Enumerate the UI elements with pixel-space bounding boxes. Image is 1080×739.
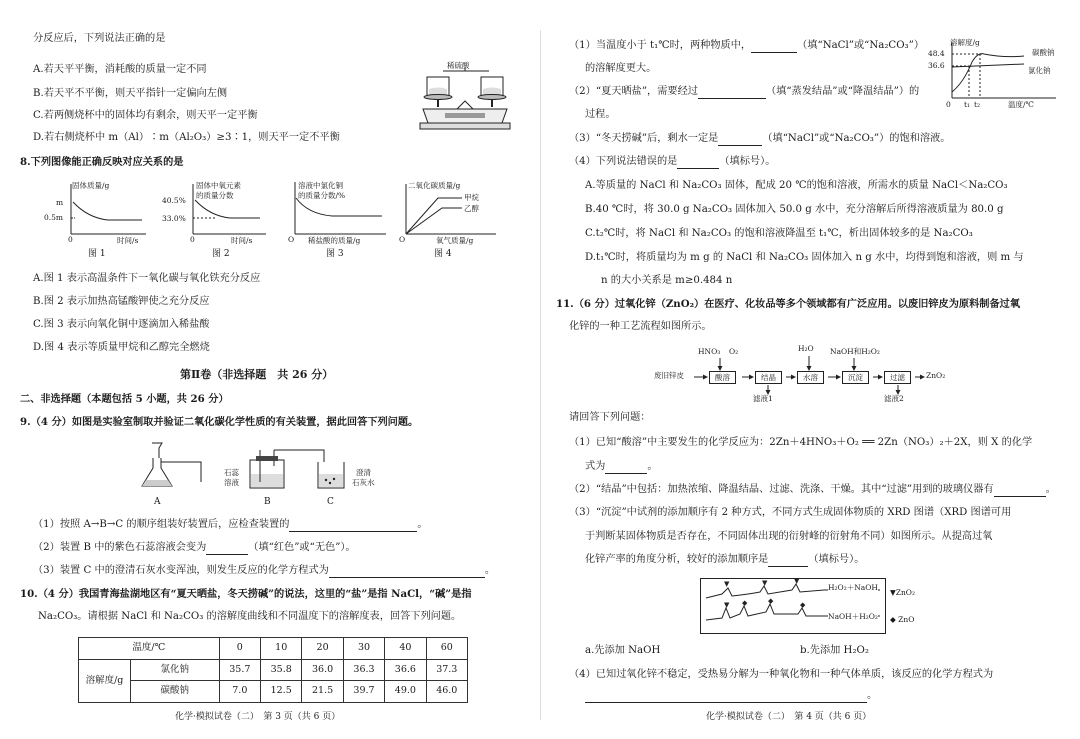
q10-part-2a: （2）“夏天晒盐”，需要经过 （填“蒸发结晶”或“降温结晶”）的 bbox=[569, 86, 920, 97]
xrd-line-1-label: H₂O₂＋NaOH bbox=[828, 583, 878, 592]
table-temp-20: 20 bbox=[302, 638, 343, 660]
graph2-y1: 40.5% bbox=[162, 196, 186, 205]
flow-end: ZnO₂ bbox=[926, 371, 946, 380]
table-cell: 7.0 bbox=[219, 681, 260, 703]
graph3-ylabel-1: 溶液中氯化铜 bbox=[298, 181, 343, 190]
q10-option-a: A.等质量的 NaCl 和 Na₂CO₃ 固体，配成 20 ℃的饱和溶液，所需水的质量 NaCl＜Na₂CO₃ bbox=[585, 180, 1008, 191]
q11-option-a: a.先添加 NaOH bbox=[585, 645, 661, 656]
graph1-xlabel: 时间/s bbox=[117, 236, 139, 245]
graph2-xlabel: 时间/s bbox=[231, 236, 253, 245]
q9-c-label-2: 石灰水 bbox=[352, 478, 375, 487]
q10-part-2c: 过程。 bbox=[585, 109, 616, 120]
q10-option-d-cont: n 的大小关系是 m≥0.484 n bbox=[601, 275, 733, 286]
table-cell: 12.5 bbox=[261, 681, 302, 703]
svg-text:▼: ▼ bbox=[762, 579, 768, 587]
svg-text:▼: ▼ bbox=[724, 580, 730, 588]
table-temp-30: 30 bbox=[343, 638, 384, 660]
solchart-t2: t₂ bbox=[974, 100, 981, 109]
svg-text:▼: ▼ bbox=[724, 601, 730, 609]
table-row-name: 氯化钠 bbox=[131, 659, 220, 681]
q9-part-3: （3）装置 C 中的澄清石灰水变浑浊，则发生反应的化学方程式为 。 bbox=[33, 565, 496, 576]
q9-part-1: （1）按照 A→B→C 的顺序组装好装置后，应检查装置的 。 bbox=[33, 519, 428, 530]
table-row bbox=[79, 681, 468, 703]
table-solubility-header: 溶解度/g bbox=[79, 659, 131, 702]
table-cell: 46.0 bbox=[426, 681, 467, 703]
svg-text:▼: ▼ bbox=[794, 578, 800, 585]
flow-step-acid: 酸溶 bbox=[709, 371, 736, 384]
q10-option-d: D.t₁℃时，将质量均为 m g 的 NaCl 和 Na₂CO₃ 固体加入 n g 水中，均得到饱和溶液，则 m 与 bbox=[585, 252, 1024, 263]
q10-line-1: 10.（4 分）我国青海盐湖地区有“夏天晒盐，冬天捞碱”的说法，这里的“盐”是指 NaCl，“碱”是指 bbox=[20, 588, 472, 600]
q7-option-a: A.若天平平衡，消耗酸的质量一定不同 bbox=[33, 64, 207, 75]
flow-start: 废旧锌皮 bbox=[654, 371, 684, 380]
graph2-ylabel-1: 固体中氧元素 bbox=[196, 181, 241, 190]
graph3-origin: O bbox=[288, 235, 295, 244]
q11-part-3c: 化锌产率的角度分析，较好的添加顺序是 （填标号）。 bbox=[585, 554, 865, 565]
q8-stem: 8.下列图像能正确反映对应关系的是 bbox=[20, 156, 184, 168]
graph-2 bbox=[152, 176, 272, 262]
graph-1 bbox=[40, 176, 160, 262]
q11-part-4: （4）已知过氧化锌不稳定，受热易分解为一种氧化物和一种气体单质，该反应的化学方程式为 bbox=[569, 669, 994, 680]
table-temp-0: 0 bbox=[219, 638, 260, 660]
table-temp-40: 40 bbox=[385, 638, 426, 660]
graph4-series-ethanol: 乙醇 bbox=[464, 204, 479, 213]
graph2-caption: 图 2 bbox=[212, 249, 230, 259]
graph1-caption: 图 1 bbox=[88, 249, 106, 259]
graph3-xlabel: 稀盐酸的质量/g bbox=[308, 236, 361, 245]
q10-option-c: C.t₂℃时，将 NaCl 和 Na₂CO₃ 的饱和溶液降温至 t₁℃，析出固体较多的是 Na₂CO₃ bbox=[585, 228, 973, 239]
page-divider bbox=[540, 30, 541, 720]
solubility-curve-chart bbox=[924, 36, 1064, 116]
balance-acid-label: 稀硫酸 bbox=[447, 61, 470, 70]
q11-part-1b: 式为 。 bbox=[585, 461, 658, 472]
table-cell: 35.7 bbox=[219, 659, 260, 681]
part2-title: 第Ⅱ卷（非选择题 共 26 分） bbox=[180, 368, 334, 381]
flow-output-2: 滤液2 bbox=[884, 394, 904, 403]
xrd-figure bbox=[700, 578, 930, 634]
flow-input-h2o: H₂O bbox=[798, 344, 814, 353]
graph2-y2: 33.0% bbox=[162, 214, 186, 223]
table-temp-header: 温度/℃ bbox=[79, 638, 220, 660]
table-cell: 39.7 bbox=[343, 681, 384, 703]
footer-right: 化学·模拟试卷（二） 第 4 页（共 6 页） bbox=[706, 712, 872, 722]
table-row-name: 碳酸钠 bbox=[131, 681, 220, 703]
xrd-legend-zno2: ▼ZnO₂ bbox=[890, 588, 915, 597]
graph4-caption: 图 4 bbox=[434, 249, 452, 259]
svg-text:◆: ◆ bbox=[800, 601, 806, 609]
svg-text:◆: ◆ bbox=[742, 599, 748, 607]
table-cell: 36.6 bbox=[385, 659, 426, 681]
graph1-origin: 0 bbox=[68, 235, 73, 244]
graph4-origin: O bbox=[399, 235, 406, 244]
flow-step-filter: 过滤 bbox=[884, 371, 911, 384]
q11-part-1a: （1）已知“酸溶”中主要发生的化学反应为：2Zn＋4HNO₃＋O₂ ══ 2Zn（NO₃）₂＋2X，则 X 的化学 bbox=[569, 437, 1033, 448]
q11-part-3a: （3）“沉淀”中试剂的添加顺序有 2 种方式，不同方式生成固体物质的 XRD 图谱（XRD 图谱可用 bbox=[569, 507, 1012, 518]
solchart-y1: 48.4 bbox=[928, 49, 945, 58]
table-temp-10: 10 bbox=[261, 638, 302, 660]
graph1-ylabel: 固体质量/g bbox=[72, 181, 110, 190]
q9-b-label-2: 溶液 bbox=[224, 478, 239, 487]
footer-left: 化学·模拟试卷（二） 第 3 页（共 6 页） bbox=[175, 712, 341, 722]
flow-output-1: 滤液1 bbox=[753, 394, 773, 403]
q9-label-a: A bbox=[154, 497, 161, 507]
q7-intro: 分反应后，下列说法正确的是 bbox=[33, 33, 166, 44]
solchart-series-nacl: 氯化钠 bbox=[1028, 66, 1051, 75]
q7-option-b: B.若天平不平衡，则天平指针一定偏向左侧 bbox=[33, 88, 228, 99]
q8-option-d: D.图 4 表示等质量甲烷和乙醇完全燃烧 bbox=[33, 342, 210, 353]
table-cell: 49.0 bbox=[385, 681, 426, 703]
q7-option-d: D.若右侧烧杯中 m（Al）∶m（Al₂O₃）≥3∶1，则天平一定不平衡 bbox=[33, 132, 340, 143]
balance-figure bbox=[415, 55, 515, 152]
q11-ask: 请回答下列问题： bbox=[569, 412, 651, 423]
graph-3 bbox=[286, 176, 406, 262]
graph4-series-methane: 甲烷 bbox=[464, 193, 479, 202]
q11-line-2: 化锌的一种工艺流程如图所示。 bbox=[569, 321, 712, 332]
graph1-y1: m bbox=[56, 198, 64, 207]
q8-option-c: C.图 3 表示向氧化铜中逐滴加入稀盐酸 bbox=[33, 319, 210, 330]
q10-option-b: B.40 ℃时，将 30.0 g Na₂CO₃ 固体加入 50.0 g 水中，充分溶解后所得溶液质量为 80.0 g bbox=[585, 204, 1004, 215]
flow-step-crystallize: 结晶 bbox=[755, 371, 782, 384]
table-cell: 21.5 bbox=[302, 681, 343, 703]
q8-option-a: A.图 1 表示高温条件下一氧化碳与氧化铁充分反应 bbox=[33, 273, 261, 284]
q10-part-1c: 的溶解度更大。 bbox=[585, 63, 657, 74]
q9-apparatus bbox=[130, 438, 390, 510]
xrd-legend-zno: ◆ ZnO bbox=[890, 615, 915, 624]
flow-input-naoh-h2o2: NaOH和H₂O₂ bbox=[830, 347, 880, 356]
solchart-y2: 36.6 bbox=[928, 61, 945, 70]
graph2-origin: 0 bbox=[190, 235, 195, 244]
graph2-ylabel-2: 的质量分数 bbox=[196, 191, 234, 200]
xrd-line-2-label: NaOH＋H₂O₂ bbox=[828, 612, 878, 621]
part2-subtitle: 二、非选择题（本题包括 5 小题，共 26 分） bbox=[20, 393, 229, 405]
q9-c-label-1: 澄清 bbox=[356, 468, 371, 477]
solchart-t1: t₁ bbox=[964, 100, 971, 109]
graph-4 bbox=[396, 176, 516, 262]
q9-label-b: B bbox=[264, 497, 271, 507]
q10-part-4: （4）下列说法错误的是 （填标号）。 bbox=[569, 156, 776, 167]
q11-part-3b: 于判断某固体物质是否存在，不同固体出现的衍射峰的衍射角不同）如图所示。从提高过氧 bbox=[585, 531, 993, 542]
solchart-origin: 0 bbox=[946, 100, 951, 109]
table-cell: 36.3 bbox=[343, 659, 384, 681]
table-row bbox=[79, 659, 468, 681]
flow-input-o2: O₂ bbox=[729, 347, 739, 356]
graph4-xlabel: 氧气质量/g bbox=[436, 236, 474, 245]
table-cell: 36.0 bbox=[302, 659, 343, 681]
graph4-ylabel: 二氧化碳质量/g bbox=[408, 181, 461, 190]
flow-step-precipitate: 沉淀 bbox=[842, 371, 869, 384]
q9-stem: 9.（4 分）如图是实验室制取并验证二氧化碳化学性质的有关装置，据此回答下列问题。 bbox=[20, 416, 419, 428]
q10-part-1a: （1）当温度小于 t₁℃时，两种物质中， （填“NaCl”或“Na₂CO₃”） bbox=[569, 40, 925, 51]
table-cell: 35.8 bbox=[261, 659, 302, 681]
graph1-y2: 0.5m bbox=[44, 213, 64, 222]
q11-line-1: 11.（6 分）过氧化锌（ZnO₂）在医疗、化妆品等多个领域都有广泛应用。以废旧锌皮为原料制备过氧 bbox=[556, 298, 1021, 310]
table-cell: 37.3 bbox=[426, 659, 467, 681]
q10-line-2: Na₂CO₃。请根据 NaCl 和 Na₂CO₃ 的溶解度曲线和不同温度下的溶解度表，回答下列问题。 bbox=[38, 611, 462, 622]
solchart-ylabel: 溶解度/g bbox=[950, 38, 980, 47]
svg-text:◆: ◆ bbox=[768, 597, 774, 605]
graph3-caption: 图 3 bbox=[326, 249, 344, 259]
q8-option-b: B.图 2 表示加热高锰酸钾使之充分反应 bbox=[33, 296, 210, 307]
q11-part-4-blank: 。 bbox=[585, 690, 877, 703]
solchart-xlabel: 温度/℃ bbox=[1008, 100, 1034, 109]
q9-label-c: C bbox=[327, 497, 334, 507]
q7-option-c: C.若两侧烧杯中的固体均有剩余，则天平一定平衡 bbox=[33, 110, 258, 121]
q10-part-3: （3）“冬天捞碱”后，剩水一定是 （填“NaCl”或“Na₂CO₃”）的饱和溶液。 bbox=[569, 133, 951, 144]
solchart-series-na2co3: 碳酸钠 bbox=[1032, 48, 1055, 57]
graph3-ylabel-2: 的质量分数/% bbox=[298, 191, 346, 200]
flow-step-dissolve: 水溶 bbox=[797, 371, 824, 384]
q11-part-2: （2）“结晶”中包括：加热浓缩、降温结晶、过滤、洗涤、干燥。其中“过滤”用到的玻璃仪器有 。 bbox=[569, 484, 1056, 495]
q9-b-label-1: 石蕊 bbox=[224, 468, 239, 477]
q11-option-b: b.先添加 H₂O₂ bbox=[800, 645, 869, 656]
solubility-table bbox=[78, 637, 468, 703]
process-flowchart bbox=[650, 342, 990, 408]
q9-part-2: （2）装置 B 中的紫色石蕊溶液会变为 （填“红色”或“无色”）。 bbox=[33, 542, 356, 553]
flow-input-hno3: HNO₃ bbox=[698, 347, 721, 356]
table-temp-60: 60 bbox=[426, 638, 467, 660]
